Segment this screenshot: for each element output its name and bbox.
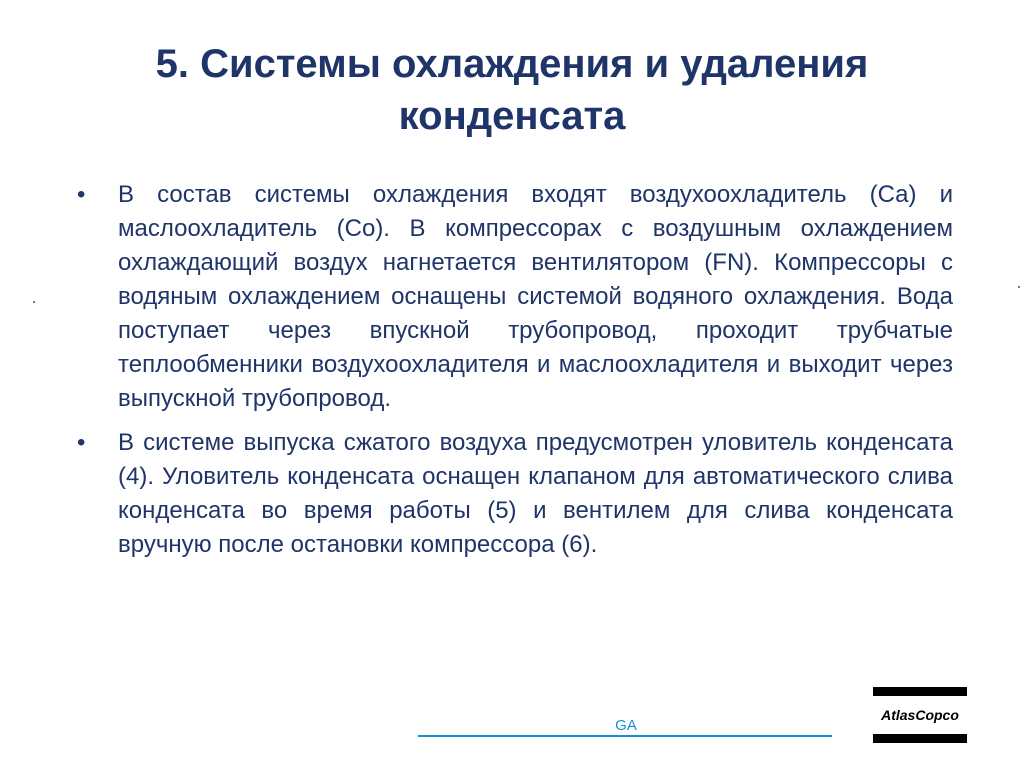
stray-dot: [1018, 286, 1020, 288]
bullet-item: [75, 426, 953, 562]
bullet-marker: •: [77, 429, 86, 456]
stray-dot: [33, 301, 35, 303]
atlas-copco-logo: [873, 687, 967, 743]
logo-wordmark: AtlasCopco: [881, 707, 959, 723]
bullet-text: В системе выпуска сжатого воздуха предусмотрен уловитель конденсата (4). Уловитель конденсата оснащен клапаном для автоматического слива конденсата во время работы (5) и вентилем для слива конденсата вручную после остановки компрессора (6).: [118, 429, 953, 558]
bullet-marker: •: [77, 181, 86, 208]
footer-label: GA: [615, 717, 637, 734]
footer-rule: [418, 735, 832, 737]
slide-title: 5. Системы охлаждения и удаления конденсата: [155, 42, 869, 138]
bullet-item: [75, 178, 953, 416]
bullet-text: В состав системы охлаждения входят воздухоохладитель (Са) и маслоохладитель (Со). В компрессорах с воздушным охлаждением охлаждающий воздух нагнетается вентилятором (FN). Компрессоры с водяным охлаждением оснащены системой водяного охлаждения. Вода поступает через впускной трубопровод, проходит трубчатые теплообменники воздухоохладителя и маслоохладителя и выходит через выпускной трубопровод.: [118, 181, 953, 412]
bullet-list: [75, 178, 953, 572]
